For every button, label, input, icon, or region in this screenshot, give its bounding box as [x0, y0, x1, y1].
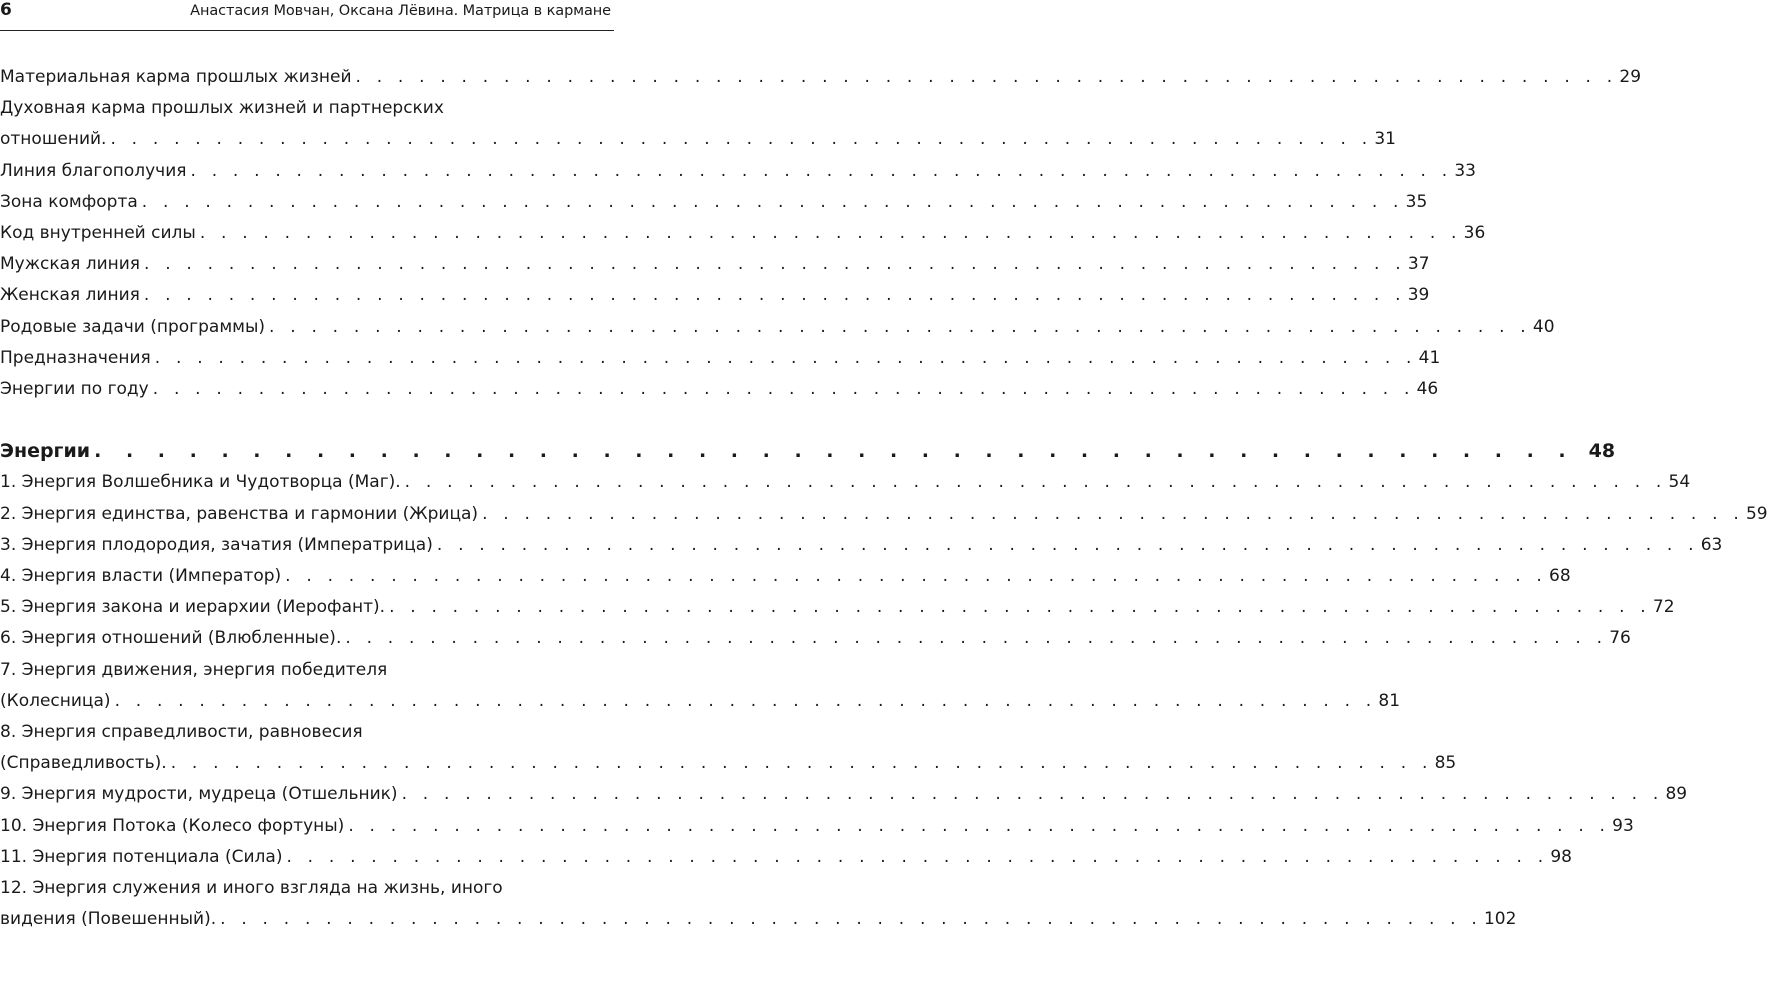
- dot-leader: . . . . . . . . . . . . . . . . . . . . . . . . . . . . . . . . . . . . . . . . . . . . . . . . . . . . . . . . . . . .: [401, 784, 1664, 805]
- toc-entry-title-line[interactable]: 7. Энергия движения, энергия победителя: [0, 659, 388, 680]
- toc-entry-page: 72: [1652, 597, 1675, 618]
- toc-entry-page: 33: [1454, 160, 1476, 181]
- page-header: [0, 0, 614, 31]
- dot-leader: . . . . . . . . . . . . . . . . . . . . . . . . . . . . . . . . . . . . . . . . . . . . . . . . . . . . . . . . . . . .: [170, 753, 1433, 774]
- toc-section-page: 48: [1588, 440, 1616, 463]
- toc-entry-page: 46: [1416, 378, 1439, 399]
- toc-entry-page: 59: [1745, 503, 1768, 524]
- toc-entry-page: 76: [1609, 628, 1631, 649]
- dot-leader: . . . . . . . . . . . . . . . . . . . . . . . . . . . . . . . . . . . . . . . . . . . . . . . . . . . . . . . . . . . .: [141, 191, 1404, 212]
- dot-leader: . . . . . . . . . . . . . . . . . . . . . . . . . . . . . . . . . . . . . . . . . . . . . . . . . . . . . . . . . . . .: [154, 347, 1417, 368]
- toc-entry[interactable]: [0, 779, 1688, 810]
- toc-section-title: Энергии: [0, 440, 91, 463]
- toc-entry-title: 2. Энергия единства, равенства и гармонии (Жрица): [0, 503, 479, 524]
- running-title: Анастасия Мовчан, Оксана Лёвина. Матрица в кармане: [190, 3, 611, 19]
- toc-entry-page: 63: [1700, 534, 1723, 555]
- toc-entry-title: 4. Энергия власти (Император): [0, 566, 282, 586]
- toc-entry[interactable]: [0, 124, 1396, 155]
- toc-entry-page: 89: [1665, 784, 1688, 805]
- toc-entry-title: Линия благополучия: [0, 160, 187, 181]
- toc-entry-page: 81: [1378, 690, 1401, 711]
- toc-entry-page: 54: [1668, 472, 1691, 493]
- toc-entry-page: 39: [1407, 285, 1430, 306]
- toc-entry-title: 10. Энергия Потока (Колесо фортуны): [0, 815, 345, 836]
- toc-entry[interactable]: [0, 592, 1675, 623]
- toc-entry-title: Мужская линия: [0, 254, 141, 275]
- toc-entry-title: Женская линия: [0, 285, 140, 306]
- toc-entry-title: (Справедливость).: [0, 753, 167, 774]
- dot-leader: . . . . . . . . . . . . . . . . . . . . . . . . . . . . . . . . . . . . . . . . . . . . . . . . . . . . . . . . . . . .: [436, 534, 1699, 555]
- table-of-contents: [0, 62, 1768, 935]
- toc-entry[interactable]: [0, 811, 1634, 842]
- toc-entry[interactable]: [0, 686, 1401, 717]
- toc-entry[interactable]: [0, 623, 1631, 654]
- dot-leader: . . . . . . . . . . . . . . . . . . . . . . . . . . . . . . . . . . . . . . . . . . . . . . . . . . . . . . . . . . . .: [348, 815, 1611, 836]
- toc-section-heading[interactable]: [0, 436, 1616, 467]
- dot-leader: . . . . . . . . . . . . . . . . . . . . . . . . . . . . . . . . . . . . . . . . . . . . . . . . . . . . . . . . . . . .: [285, 566, 1548, 586]
- toc-entry-title: Родовые задачи (программы): [0, 316, 266, 337]
- dot-leader: . . . . . . . . . . . . . . . . . . . . . . . . . . . . . . . . . . . . . . . . . . . . . . . . . . . . . . . . . . . .: [404, 472, 1667, 493]
- dot-leader: . . . . . . . . . . . . . . . . . . . . . . . . . . . . . . . . . . . . . . . . . . . . . . . . . . . . . . . . . . . .: [355, 67, 1618, 87]
- toc-entry-title: отношений.: [0, 129, 107, 150]
- dot-leader: . . . . . . . . . . . . . . . . . . . . . . . . . . . . . . . . . . . . . . . . . . . . . . .: [94, 440, 1575, 463]
- toc-entry[interactable]: [0, 374, 1439, 405]
- toc-entry[interactable]: [0, 62, 1642, 93]
- toc-entry-title: Материальная карма прошлых жизней: [0, 67, 352, 87]
- toc-entry[interactable]: [0, 842, 1572, 873]
- toc-entry-page: 36: [1463, 222, 1486, 243]
- toc-entry-page: 85: [1434, 753, 1457, 774]
- toc-entry-page: 35: [1405, 191, 1428, 212]
- toc-entry-page: 98: [1550, 846, 1572, 867]
- dot-leader: . . . . . . . . . . . . . . . . . . . . . . . . . . . . . . . . . . . . . . . . . . . . . . . . . . . . . . . . . . . .: [190, 160, 1453, 181]
- dot-leader: . . . . . . . . . . . . . . . . . . . . . . . . . . . . . . . . . . . . . . . . . . . . . . . . . . . . . . . . . . . .: [220, 909, 1482, 930]
- dot-leader: . . . . . . . . . . . . . . . . . . . . . . . . . . . . . . . . . . . . . . . . . . . . . . . . . . . . . . . . . . . .: [144, 254, 1406, 275]
- toc-entry-title: Предназначения: [0, 347, 151, 368]
- toc-entry-page: 102: [1483, 909, 1517, 930]
- dot-leader: . . . . . . . . . . . . . . . . . . . . . . . . . . . . . . . . . . . . . . . . . . . . . . . . . . . . . . . . . . . .: [110, 129, 1373, 150]
- toc-entry-page: 31: [1374, 129, 1396, 150]
- toc-entry-page: 68: [1549, 566, 1571, 586]
- toc-entry-page: 37: [1407, 254, 1430, 275]
- dot-leader: . . . . . . . . . . . . . . . . . . . . . . . . . . . . . . . . . . . . . . . . . . . . . . . . . . . . . . . . . . . .: [143, 285, 1406, 306]
- toc-entry-title: видения (Повешенный).: [0, 909, 217, 930]
- toc-entry-page: 93: [1612, 815, 1634, 836]
- toc-entry-title-line[interactable]: 8. Энергия справедливости, равновесия: [0, 721, 363, 742]
- toc-entry[interactable]: [0, 530, 1723, 561]
- toc-entry-page: 29: [1619, 67, 1642, 87]
- dot-leader: . . . . . . . . . . . . . . . . . . . . . . . . . . . . . . . . . . . . . . . . . . . . . . . . . . . . . . . . . . . .: [114, 690, 1377, 711]
- toc-entry[interactable]: [0, 748, 1457, 779]
- toc-entry[interactable]: [0, 561, 1571, 592]
- dot-leader: . . . . . . . . . . . . . . . . . . . . . . . . . . . . . . . . . . . . . . . . . . . . . . . . . . . . . . . . . . . .: [345, 628, 1608, 649]
- toc-entry[interactable]: [0, 249, 1430, 280]
- section-gap: [0, 405, 608, 436]
- toc-entry-title: Зона комфорта: [0, 191, 138, 212]
- toc-entry[interactable]: [0, 904, 1517, 935]
- dot-leader: . . . . . . . . . . . . . . . . . . . . . . . . . . . . . . . . . . . . . . . . . . . . . . . . . . . . . . . . . . . .: [482, 503, 1744, 524]
- toc-entry-title-line[interactable]: Духовная карма прошлых жизней и партнерских: [0, 98, 444, 119]
- toc-entry-page: 41: [1418, 347, 1441, 368]
- toc-entry-title: Энергии по году: [0, 378, 149, 399]
- toc-entry-title: 3. Энергия плодородия, зачатия (Императрица): [0, 534, 433, 555]
- toc-entry[interactable]: [0, 343, 1441, 374]
- dot-leader: . . . . . . . . . . . . . . . . . . . . . . . . . . . . . . . . . . . . . . . . . . . . . . . . . . . . . . . . . . . .: [199, 222, 1462, 243]
- toc-entry[interactable]: [0, 218, 1486, 249]
- toc-entry[interactable]: [0, 312, 1555, 343]
- page-number: 6: [0, 0, 12, 20]
- toc-entry-title: 1. Энергия Волшебника и Чудотворца (Маг).: [0, 472, 401, 493]
- dot-leader: . . . . . . . . . . . . . . . . . . . . . . . . . . . . . . . . . . . . . . . . . . . . . . . . . . . . . . . . . . . .: [269, 316, 1531, 337]
- toc-entry[interactable]: [0, 156, 1476, 187]
- dot-leader: . . . . . . . . . . . . . . . . . . . . . . . . . . . . . . . . . . . . . . . . . . . . . . . . . . . . . . . . . . . .: [286, 846, 1549, 867]
- toc-entry-title: 6. Энергия отношений (Влюбленные).: [0, 628, 342, 649]
- dot-leader: . . . . . . . . . . . . . . . . . . . . . . . . . . . . . . . . . . . . . . . . . . . . . . . . . . . . . . . . . . . .: [389, 597, 1651, 618]
- toc-entry-title: (Колесница): [0, 690, 111, 711]
- toc-entry[interactable]: [0, 187, 1428, 218]
- toc-entry-title: 9. Энергия мудрости, мудреца (Отшельник): [0, 784, 398, 805]
- toc-entry-title: 5. Энергия закона и иерархии (Иерофант).: [0, 597, 386, 618]
- toc-entry[interactable]: [0, 280, 1430, 311]
- toc-entry-title-line[interactable]: 12. Энергия служения и иного взгляда на жизнь, иного: [0, 877, 503, 898]
- dot-leader: . . . . . . . . . . . . . . . . . . . . . . . . . . . . . . . . . . . . . . . . . . . . . . . . . . . . . . . . . . . .: [152, 378, 1415, 399]
- toc-entry[interactable]: [0, 499, 1768, 530]
- toc-entry-title: Код внутренней силы: [0, 222, 196, 243]
- toc-entry[interactable]: [0, 467, 1691, 498]
- toc-entry-page: 40: [1532, 316, 1555, 337]
- toc-entry-title: 11. Энергия потенциала (Сила): [0, 846, 283, 867]
